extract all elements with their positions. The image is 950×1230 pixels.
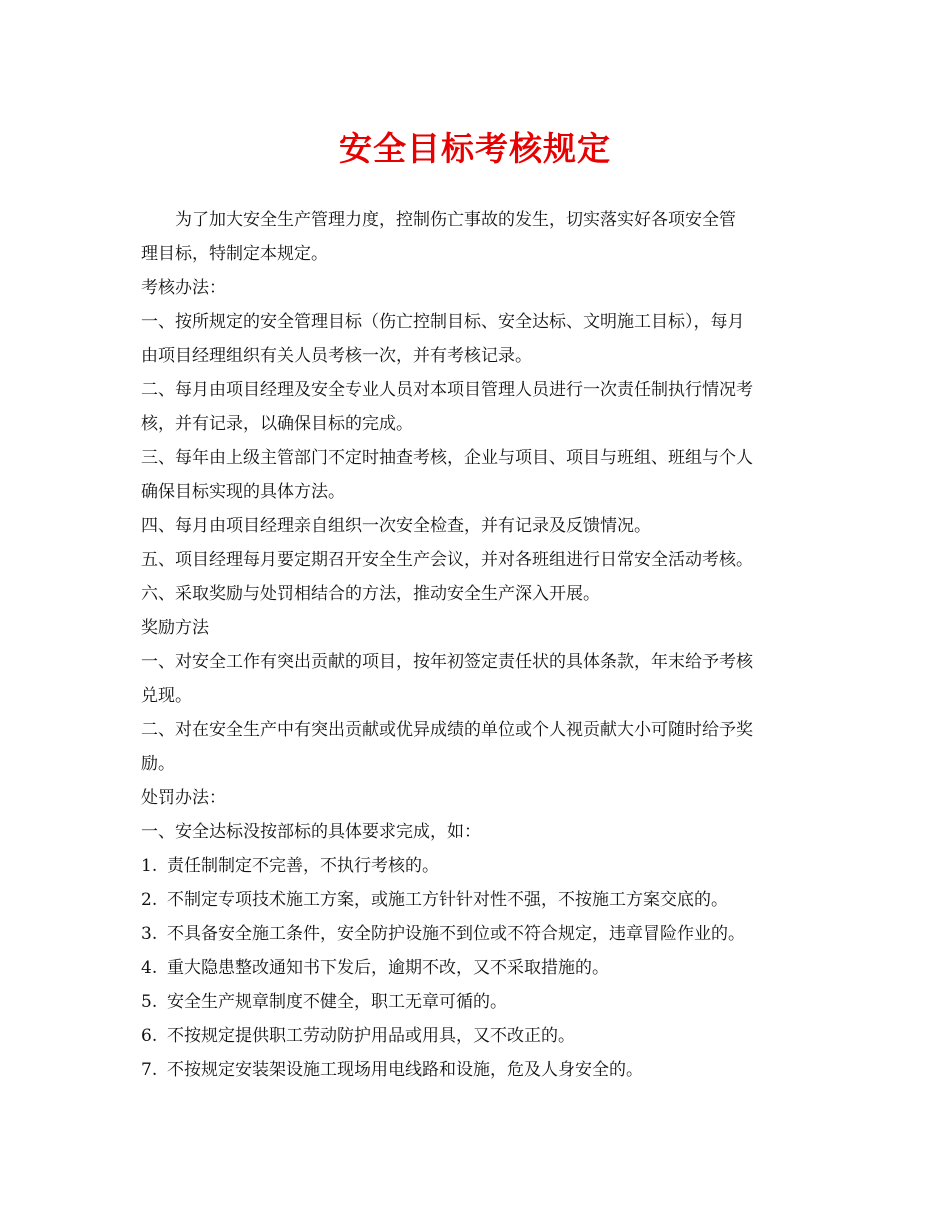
numbered-item: [141, 917, 813, 951]
paragraph-line: 二、对在安全生产中有突出贡献或优异成绩的单位或个人视贡献大小可随时给予奖: [141, 720, 753, 740]
paragraph-line: 一、安全达标没按部标的具体要求完成，如：: [141, 822, 481, 842]
paragraph-line: 四、每月由项目经理亲自组织一次安全检查，并有记录及反馈情况。: [141, 516, 651, 536]
section-heading: 处罚办法：: [141, 788, 226, 808]
numbered-item: [141, 985, 813, 1019]
document-title: 安全目标考核规定: [339, 129, 611, 168]
numbered-item: [141, 883, 813, 917]
item-number: 4.: [141, 958, 158, 978]
paragraph-line: 励。: [141, 754, 175, 774]
item-text: 重大隐患整改通知书下发后，逾期不改，又不采取措施的。: [167, 958, 609, 978]
item-number: 3.: [141, 924, 158, 944]
item-text: 责任制制定不完善，不执行考核的。: [167, 856, 439, 876]
paragraph-line: 三、每年由上级主管部门不定时抽查考核，企业与项目、项目与班组、班组与个人: [141, 448, 753, 468]
document-body: [141, 203, 813, 1087]
item-number: 5.: [141, 992, 158, 1012]
paragraph-line: 理目标，特制定本规定。: [141, 244, 328, 264]
paragraph-line: 由项目经理组织有关人员考核一次，并有考核记录。: [141, 346, 532, 366]
paragraph-line: 兑现。: [141, 686, 192, 706]
item-number: 6.: [141, 1026, 158, 1046]
numbered-item: [141, 951, 813, 985]
item-text: 安全生产规章制度不健全，职工无章可循的。: [167, 992, 507, 1012]
item-text: 不制定专项技术施工方案，或施工方针针对性不强，不按施工方案交底的。: [167, 890, 728, 910]
paragraph-line: 五、项目经理每月要定期召开安全生产会议，并对各班组进行日常安全活动考核。: [141, 550, 753, 570]
numbered-item: [141, 1019, 813, 1053]
item-number: 7.: [141, 1060, 158, 1080]
paragraph-line: 一、按所规定的安全管理目标（伤亡控制目标、安全达标、文明施工目标），每月: [141, 312, 745, 332]
paragraph-line: 为了加大安全生产管理力度，控制伤亡事故的发生，切实落实好各项安全管: [141, 210, 736, 230]
paragraph-line: 二、每月由项目经理及安全专业人员对本项目管理人员进行一次责任制执行情况考: [141, 380, 753, 400]
item-number: 2.: [141, 890, 158, 910]
paragraph-line: 一、对安全工作有突出贡献的项目，按年初签定责任状的具体条款，年末给予考核: [141, 652, 753, 672]
item-text: 不按规定安装架设施工现场用电线路和设施，危及人身安全的。: [167, 1060, 643, 1080]
paragraph-line: 核，并有记录，以确保目标的完成。: [141, 414, 413, 434]
item-number: 1.: [141, 856, 158, 876]
section-heading: 考核办法：: [141, 278, 226, 298]
paragraph-line: 六、采取奖励与处罚相结合的方法，推动安全生产深入开展。: [141, 584, 600, 604]
item-text: 不按规定提供职工劳动防护用品或用具，又不改正的。: [167, 1026, 575, 1046]
paragraph-line: 确保目标实现的具体方法。: [141, 482, 345, 502]
numbered-item: [141, 1053, 813, 1087]
section-heading: 奖励方法: [141, 618, 209, 638]
item-text: 不具备安全施工条件，安全防护设施不到位或不符合规定，违章冒险作业的。: [167, 924, 745, 944]
numbered-item: [141, 849, 813, 883]
